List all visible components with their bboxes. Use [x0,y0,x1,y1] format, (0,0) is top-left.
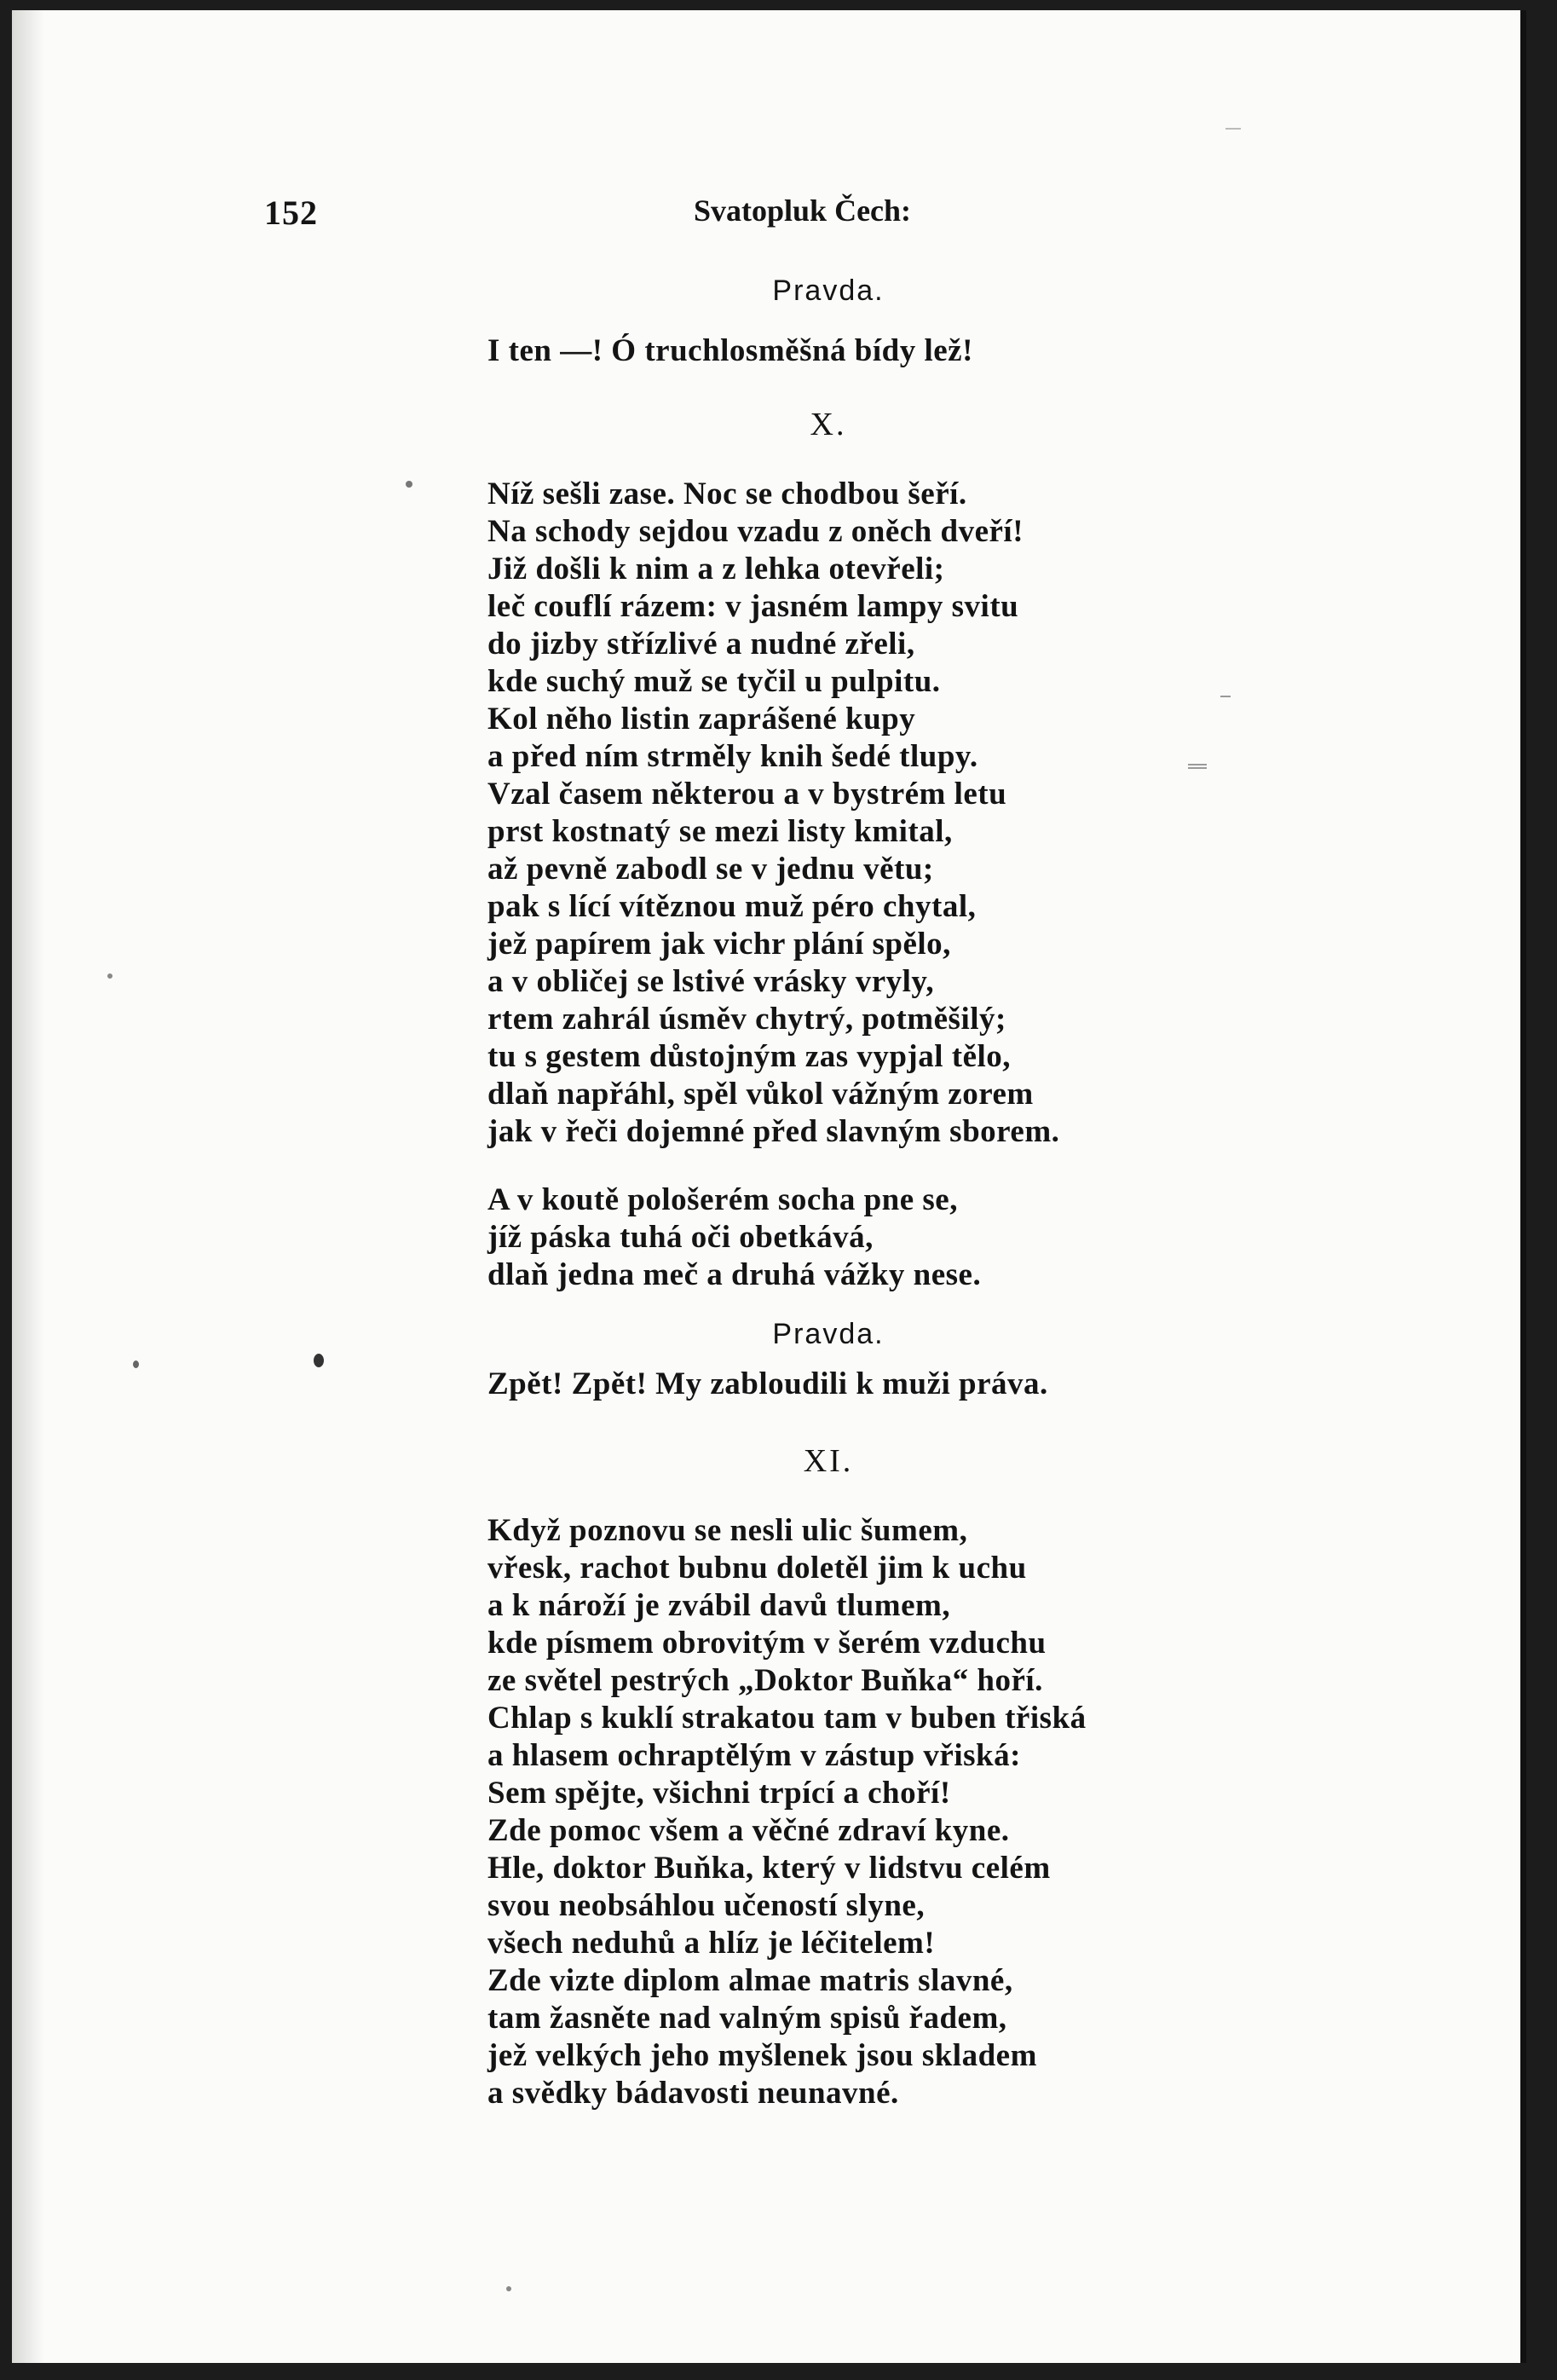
verse-line: Zde pomoc všem a věčné zdraví kyne. [487,1813,1010,1848]
speaker-label: Pravda. [772,274,885,307]
dialogue-block-2-text [487,1366,1254,1403]
verse-line: a k nároží je zvábil davů tlumem, [487,1588,951,1623]
verse-line: dlaň jedna meč a druhá vážky nese. [487,1257,982,1292]
verse-line: Sem spějte, všichni trpící a choří! [487,1776,951,1811]
verse-line: tam žasněte nad valným spisů řadem, [487,2001,1007,2036]
verse-line: jak v řeči dojemné před slavným sborem. [487,1114,1060,1149]
book-page [12,10,1526,2363]
verse-line: A v koutě pološerém socha pne se, [487,1182,958,1217]
verse-line: svou neobsáhlou učeností slyne, [487,1888,926,1923]
verse-line: jež papírem jak vichr plání spělo, [487,927,951,962]
speaker-label: Pravda. [772,1318,885,1350]
verse-line: a v obličej se lstivé vrásky vryly, [487,964,935,999]
stanza-xi [487,1512,1254,2112]
dialogue-block-1-text [487,332,1254,370]
verse-line: všech neduhů a hlíz je léčitelem! [487,1926,936,1961]
verse-line: Zpět! Zpět! My zabloudili k muži práva. [487,1366,1048,1401]
verse-line: tu s gestem důstojným zas vypjal tělo, [487,1039,1012,1074]
verse-line: Když poznovu se nesli ulic šumem, [487,1513,968,1548]
verse-line: Zde vizte diplom almae matris slavné, [487,1963,1013,1998]
verse-line: do jizby střízlivé a nudné zřeli, [487,627,915,661]
verse-line: a hlasem ochraptělým v zástup vřiská: [487,1738,1021,1773]
verse-line: jež velkých jeho myšlenek jsou skladem [487,2038,1037,2073]
section-heading-xi [487,1442,1254,1480]
verse-line: vřesk, rachot bubnu doletěl jim k uchu [487,1551,1027,1586]
page-number: 152 [264,194,318,232]
pencil-mark [1220,696,1231,697]
dialogue-block-1 [487,274,1254,308]
pencil-mark [1188,764,1207,765]
verse-line: Na schody sejdou vzadu z oněch dveří! [487,514,1024,549]
page-edge-shadow [12,10,44,2363]
verse-line: kde suchý muž se tyčil u pulpitu. [487,664,941,699]
verse-line: dlaň napřáhl, spěl vůkol vážným zorem [487,1077,1034,1112]
scan-speck [133,1360,139,1368]
verse-line: Vzal časem některou a v bystrém letu [487,777,1007,812]
pencil-mark [1225,128,1241,130]
scan-speck [506,2286,511,2291]
stanza-x-1 [487,476,1254,1151]
pencil-mark [1188,767,1207,769]
verse-line: Kol něho listin zaprášené kupy [487,702,916,737]
scan-speck [406,481,412,488]
verse-line: ze světel pestrých „Doktor Buňka“ hoří. [487,1663,1043,1698]
verse-line: Chlap s kuklí strakatou tam v buben třiská [487,1701,1087,1736]
running-header-author: Svatopluk Čech: [694,194,912,228]
section-heading-x [487,406,1254,443]
section-numeral: XI. [803,1443,854,1479]
scan-speck [314,1354,324,1367]
verse-line: prst kostnatý se mezi listy kmital, [487,814,953,849]
verse-line: I ten —! Ó truchlosměšná bídy lež! [487,333,973,368]
verse-line: kde písmem obrovitým v šerém vzduchu [487,1626,1047,1661]
dialogue-block-2 [487,1318,1254,1351]
section-numeral: X. [810,407,847,442]
verse-line: pak s lící vítěznou muž péro chytal, [487,889,977,924]
verse-line: Hle, doktor Buňka, který v lidstvu celém [487,1851,1051,1886]
verse-line: a před ním strměly knih šedé tlupy. [487,739,978,774]
verse-line: a svědky bádavosti neunavné. [487,2076,899,2111]
verse-line: jíž páska tuhá oči obetkává, [487,1220,874,1255]
stanza-x-2 [487,1181,1254,1294]
scan-speck [107,973,112,979]
verse-line: rtem zahrál úsměv chytrý, potměšilý; [487,1002,1006,1037]
verse-line: až pevně zabodl se v jednu větu; [487,852,934,887]
verse-line: Již došli k nim a z lehka otevřeli; [487,552,945,586]
verse-line: leč couflí rázem: v jasném lampy svitu [487,589,1019,624]
verse-line: Níž sešli zase. Noc se chodbou šeří. [487,477,967,511]
